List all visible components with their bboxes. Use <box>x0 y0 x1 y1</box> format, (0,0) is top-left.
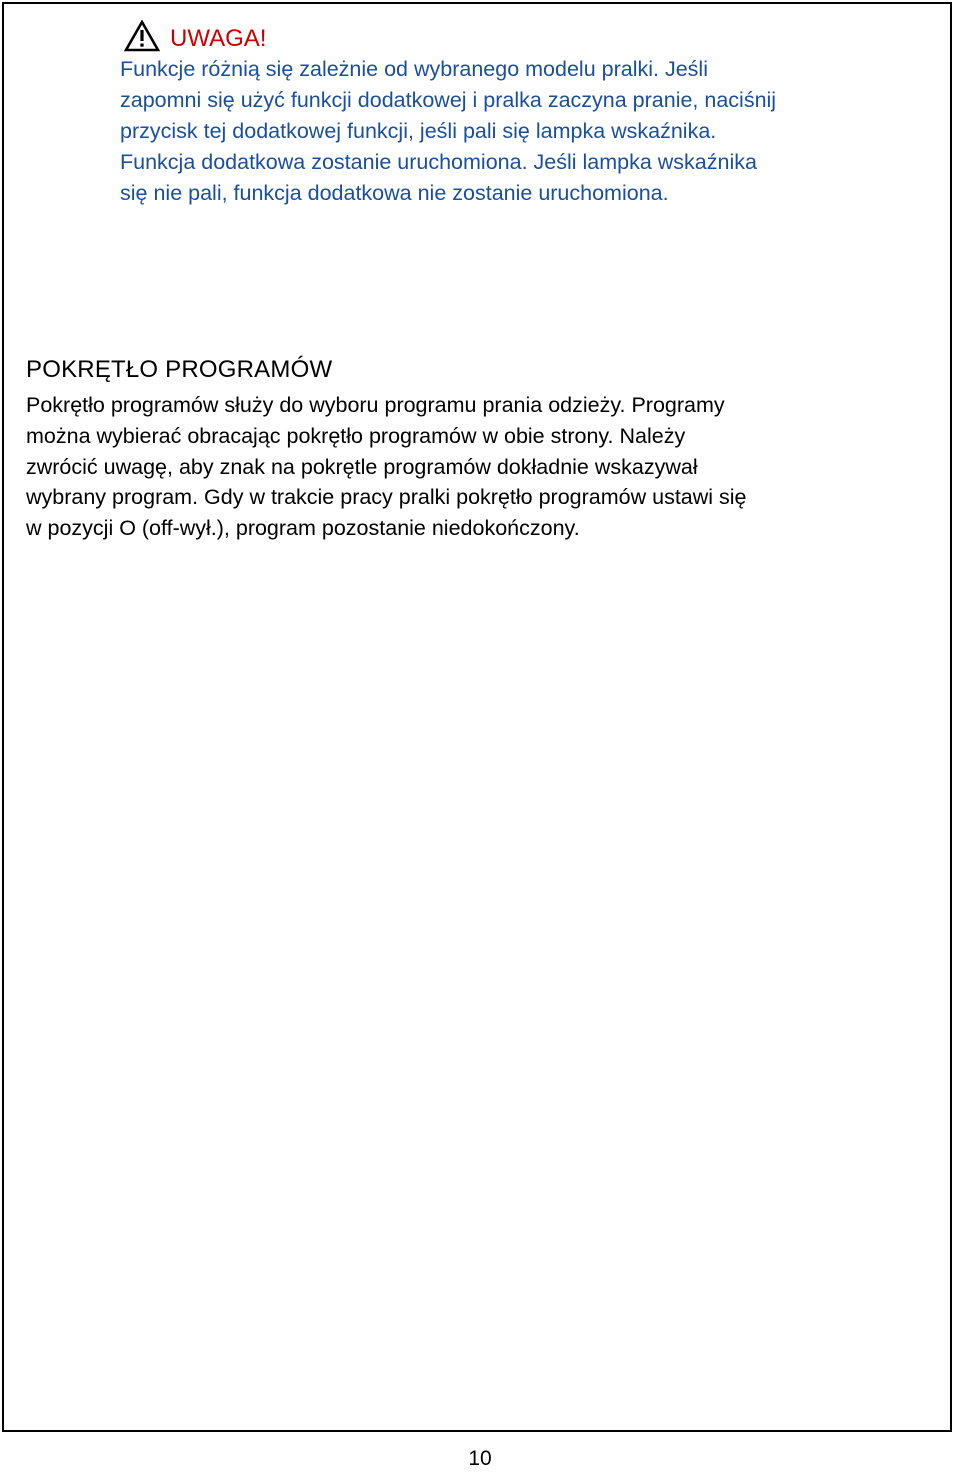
section-line: Pokrętło programów służy do wyboru programu prania odzieży. Programy <box>26 393 725 417</box>
warning-callout <box>120 12 920 209</box>
warning-triangle-icon <box>124 20 160 52</box>
section-line: w pozycji O (off-wył.), program pozostanie niedokończony. <box>26 516 580 541</box>
warning-line: Funkcja dodatkowa zostanie uruchomiona. Jeśli lampka wskaźnika <box>120 150 757 174</box>
warning-line: się nie pali, funkcja dodatkowa nie zostanie uruchomiona. <box>120 181 669 205</box>
section-title: POKRĘTŁO PROGRAMÓW <box>26 356 333 383</box>
warning-text <box>120 54 920 209</box>
section-line: można wybierać obracając pokrętło programów w obie strony. Należy <box>26 423 686 448</box>
section-text <box>26 390 926 544</box>
section-line: zwrócić uwagę, aby znak na pokrętle programów dokładnie wskazywał <box>26 454 698 479</box>
section-line: wybrany program. Gdy w trakcie pracy pralki pokrętło programów ustawi się <box>26 485 747 510</box>
program-dial-section <box>26 354 926 544</box>
page-frame <box>2 2 952 1432</box>
page-number: 10 <box>468 1447 492 1470</box>
warning-title: UWAGA! <box>170 25 267 52</box>
warning-line: zapomni się użyć funkcji dodatkowej i pralka zaczyna pranie, naciśnij <box>120 88 777 112</box>
warning-heading <box>120 12 920 54</box>
warning-line: Funkcje różnią się zależnie od wybranego modelu pralki. Jeśli <box>120 57 708 81</box>
warning-line: przycisk tej dodatkowej funkcji, jeśli pali się lampka wskaźnika. <box>120 119 717 143</box>
